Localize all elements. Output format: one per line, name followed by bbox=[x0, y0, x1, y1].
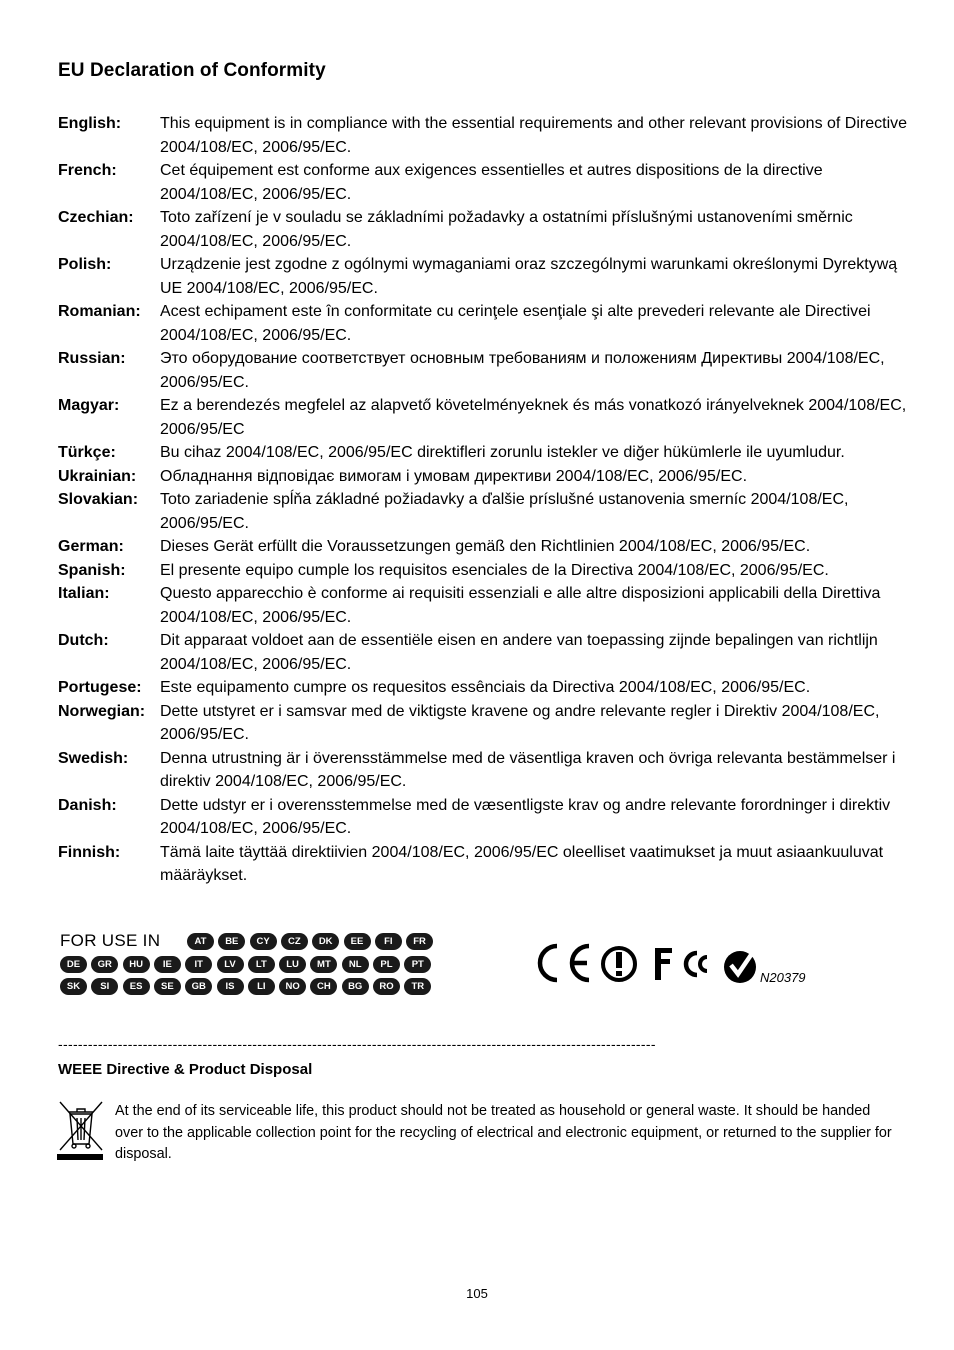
country-badge: GB bbox=[185, 978, 212, 995]
page-number: 105 bbox=[466, 1286, 488, 1301]
country-badge: IS bbox=[217, 978, 244, 995]
declaration-row bbox=[58, 676, 908, 700]
c-tick-mark-icon bbox=[724, 951, 756, 983]
country-badge: SI bbox=[91, 978, 118, 995]
declaration-row bbox=[58, 559, 908, 583]
approval-number: N20379 bbox=[760, 970, 806, 985]
country-badge: LV bbox=[217, 956, 244, 973]
declaration-text: Ez a berendezés megfelel az alapvető követelményeknek és más vonatkozó irányelveknek 2004/108/EC, 2006/95/EC bbox=[160, 397, 907, 438]
declaration-text: Bu cihaz 2004/108/EC, 2006/95/EC direktifleri zorunlu istekler ve diğer hükümlerle ile uyumludur. bbox=[160, 444, 845, 461]
declaration-language: Portugese: bbox=[58, 679, 142, 696]
country-badge: FI bbox=[375, 933, 402, 950]
country-badge: LU bbox=[279, 956, 306, 973]
declaration-text: Este equipamento cumpre os requesitos essênciais da Directiva 2004/108/EC, 2006/95/EC. bbox=[160, 679, 811, 696]
country-badge: AT bbox=[187, 933, 214, 950]
country-badge: FR bbox=[406, 933, 433, 950]
certification-marks bbox=[537, 942, 767, 986]
country-badge: EE bbox=[344, 933, 371, 950]
country-badge: SE bbox=[154, 978, 181, 995]
declaration-language: Russian: bbox=[58, 350, 126, 367]
declaration-language: Türkçe: bbox=[58, 444, 116, 461]
declaration-language: Magyar: bbox=[58, 397, 120, 414]
country-badge: LT bbox=[248, 956, 275, 973]
declaration-text: Это оборудование соответствует основным требованиям и положениям Директивы 2004/108/EC, 2006/95/EC. bbox=[160, 350, 885, 391]
declaration-row bbox=[58, 794, 908, 841]
declaration-text: Обладнання відповідає вимогам і умовам директиви 2004/108/EC, 2006/95/EC. bbox=[160, 467, 748, 485]
fcc-mark-icon bbox=[655, 948, 707, 980]
declaration-row bbox=[58, 441, 908, 465]
declaration-language: Spanish: bbox=[58, 561, 126, 579]
declaration-text: Tämä laite täyttää direktiivien 2004/108/EC, 2006/95/EC oleelliset vaatimukset ja muut asiaankuuluvat määräykset. bbox=[160, 843, 884, 884]
declaration-text: Toto zariadenie spĺňa základné požiadavky a ďalšie príslušné ustanovenia smerníc 2004/108/EC, 2006/95/EC. bbox=[160, 491, 849, 532]
declaration-row bbox=[58, 629, 908, 676]
declaration-language: Norwegian: bbox=[58, 702, 146, 720]
declaration-text: Dit apparaat voldoet aan de essentiële eisen en andere van toepassing zijnde bepalingen van richtlijn 2004/108/EC, 2006/95/EC. bbox=[160, 632, 878, 673]
declaration-row bbox=[58, 253, 908, 300]
certification-marks-svg bbox=[537, 942, 767, 986]
declaration-text: Toto zařízení je v souladu se základními požadavky a ostatními příslušnými ustanoveními směrnic 2004/108/EC, 2006/95/EC. bbox=[160, 209, 853, 250]
declaration-language: Slovakian: bbox=[58, 491, 139, 508]
page-title: EU Declaration of Conformity bbox=[58, 60, 326, 81]
declaration-text: Cet équipement est conforme aux exigences essentielles et autres dispositions de la directive 2004/108/EC, 2006/95/EC. bbox=[160, 162, 823, 203]
country-badge: LI bbox=[248, 978, 275, 995]
country-badge: CZ bbox=[281, 933, 308, 950]
section-separator: ------------------------------------------------------------------------------------------------------------------------ bbox=[58, 1036, 656, 1052]
country-badge: NO bbox=[279, 978, 306, 995]
declaration-language: English: bbox=[58, 115, 122, 132]
declaration-text: Acest echipament este în conformitate cu cerinţele esenţiale şi alte prevederi relevante ale Directivei 2004/108/EC, 2006/95/EC. bbox=[160, 303, 871, 344]
country-badge: ES bbox=[123, 978, 150, 995]
ce-mark-icon bbox=[540, 946, 589, 980]
country-badge: BE bbox=[218, 933, 245, 950]
declaration-row bbox=[58, 582, 908, 629]
alert-class-mark-icon bbox=[603, 948, 635, 980]
country-badge: CH bbox=[310, 978, 337, 995]
declaration-language: Italian: bbox=[58, 585, 110, 602]
declaration-row bbox=[58, 488, 908, 535]
declaration-row bbox=[58, 394, 908, 441]
declaration-language: French: bbox=[58, 162, 117, 179]
crossed-out-wheelie-bin-icon bbox=[57, 1100, 105, 1167]
declaration-row bbox=[58, 112, 908, 159]
country-badge: IE bbox=[154, 956, 181, 973]
declaration-language: Czechian: bbox=[58, 209, 134, 226]
declaration-row bbox=[58, 747, 908, 794]
weee-section-title: WEEE Directive & Product Disposal bbox=[58, 1061, 313, 1078]
declaration-language: Ukrainian: bbox=[58, 467, 137, 485]
for-use-in-label: FOR USE IN bbox=[60, 931, 161, 950]
country-badge: NL bbox=[342, 956, 369, 973]
weee-disposal-text: At the end of its serviceable life, this product should not be treated as household or general waste. It should be handed over to the applicable collection point for the recycling of electrical and electronic equipment, or returned to the supplier for disposal. bbox=[115, 1103, 892, 1163]
country-badge: SK bbox=[60, 978, 87, 995]
declaration-language: Romanian: bbox=[58, 303, 141, 320]
country-badge: MT bbox=[310, 956, 337, 973]
declaration-row bbox=[58, 159, 908, 206]
declaration-row bbox=[58, 841, 908, 888]
country-badge: RO bbox=[373, 978, 400, 995]
declaration-text: Urządzenie jest zgodne z ogólnymi wymaganiami oraz szczególnymi warunkami określonymi Dyrektywą UE 2004/108/EC, 2006/95/EC. bbox=[160, 256, 898, 297]
country-badge: BG bbox=[342, 978, 369, 995]
country-badge: TR bbox=[404, 978, 431, 995]
declaration-row bbox=[58, 347, 908, 394]
declaration-language: Danish: bbox=[58, 796, 117, 814]
declaration-text: Denna utrustning är i överensstämmelse med de väsentliga kraven och övriga relevanta bestämmelser i direktiv 2004/108/EC, 2006/95/EC. bbox=[160, 749, 896, 790]
declaration-language: Dutch: bbox=[58, 632, 109, 649]
declaration-text: Dieses Gerät erfüllt die Voraussetzungen gemäß den Richtlinien 2004/108/EC, 2006/95/EC. bbox=[160, 538, 811, 555]
country-badge: PL bbox=[373, 956, 400, 973]
country-badge: GR bbox=[91, 956, 118, 973]
declaration-row bbox=[58, 206, 908, 253]
declaration-text: El presente equipo cumple los requisitos esenciales de la Directiva 2004/108/EC, 2006/95/EC. bbox=[160, 561, 829, 579]
declaration-text: Dette udstyr er i overensstemmelse med de væsentligste krav og andre relevante forordninger i direktiv 2004/108/EC, 2006/95/EC. bbox=[160, 796, 891, 837]
declaration-row bbox=[58, 700, 908, 747]
country-badge: HU bbox=[123, 956, 150, 973]
declaration-row bbox=[58, 465, 908, 489]
declaration-text: This equipment is in compliance with the essential requirements and other relevant provisions of Directive 2004/108/EC, 2006/95/EC. bbox=[160, 115, 908, 156]
declaration-language: Finnish: bbox=[58, 843, 121, 861]
declaration-list bbox=[58, 112, 908, 888]
country-badge: DE bbox=[60, 956, 87, 973]
declaration-text: Dette utstyret er i samsvar med de viktigste kravene og andre relevante regler i Direktiv 2004/108/EC, 2006/95/EC. bbox=[160, 702, 880, 743]
declaration-language: Polish: bbox=[58, 256, 112, 273]
country-badge: PT bbox=[404, 956, 431, 973]
declaration-language: Swedish: bbox=[58, 749, 129, 767]
country-badge: IT bbox=[185, 956, 212, 973]
country-badge: DK bbox=[312, 933, 339, 950]
declaration-language: German: bbox=[58, 538, 124, 555]
declaration-row bbox=[58, 300, 908, 347]
declaration-text: Questo apparecchio è conforme ai requisiti essenziali e alle altre disposizioni applicabili della Direttiva 2004/108/EC, 2006/95/EC. bbox=[160, 585, 881, 626]
country-badge: CY bbox=[250, 933, 277, 950]
declaration-row bbox=[58, 535, 908, 559]
